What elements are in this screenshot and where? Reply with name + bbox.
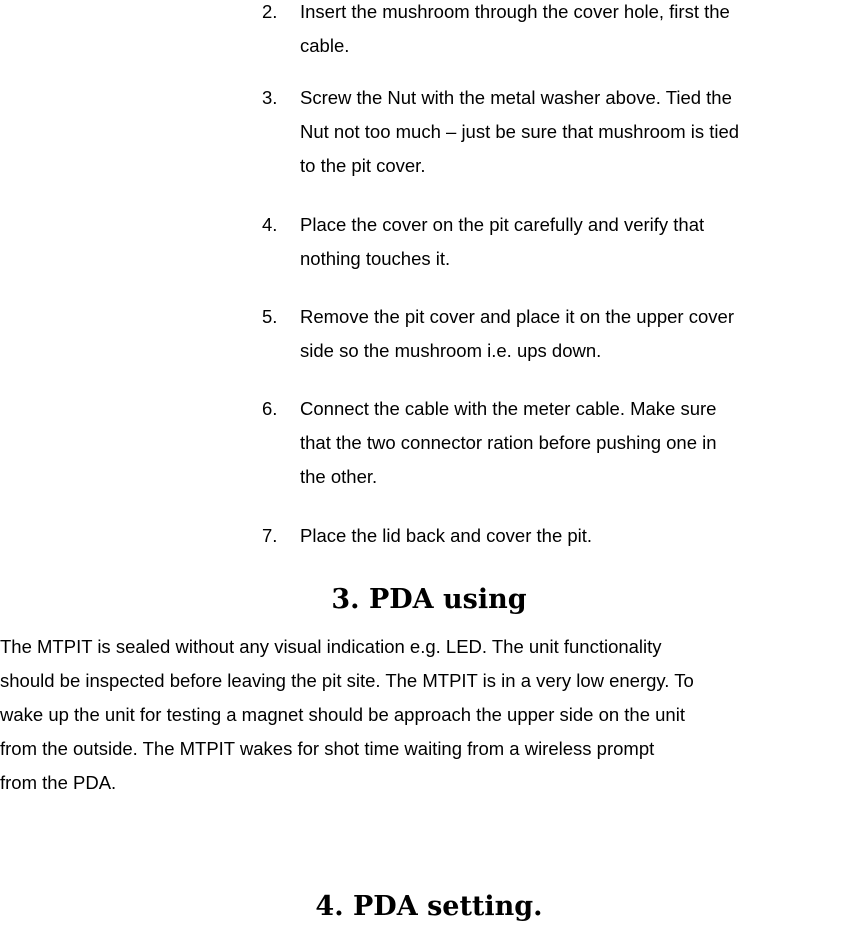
step-line: Insert the mushroom through the cover hole, first the — [300, 1, 730, 22]
step-text — [300, 519, 856, 553]
paragraph-line: from the PDA. — [0, 772, 117, 793]
step-text — [300, 208, 856, 276]
paragraph-line: should be inspected before leaving the pit site. The MTPIT is in a very low energy. To — [0, 670, 694, 691]
step-line: Place the lid back and cover the pit. — [300, 525, 593, 546]
section-heading: 4. PDA setting. — [315, 891, 543, 922]
paragraph-line: wake up the unit for testing a magnet should be approach the upper side on the unit — [0, 704, 685, 725]
step-number: 6. — [262, 398, 278, 419]
step-text — [300, 81, 856, 183]
list-item — [262, 392, 858, 494]
paragraph-line: The MTPIT is sealed without any visual indication e.g. LED. The unit functionality — [0, 636, 662, 657]
step-line: Remove the pit cover and place it on the upper cover — [300, 306, 734, 327]
step-line: Place the cover on the pit carefully and verify that — [300, 214, 705, 235]
list-item — [262, 81, 858, 183]
list-item — [262, 519, 858, 553]
step-text — [300, 0, 856, 63]
step-number: 2. — [262, 1, 278, 22]
list-item — [262, 208, 858, 276]
step-line: cable. — [300, 35, 350, 56]
paragraph-line: from the outside. The MTPIT wakes for shot time waiting from a wireless prompt — [0, 738, 655, 759]
body-paragraph — [0, 630, 858, 800]
step-line: Screw the Nut with the metal washer above. Tied the — [300, 87, 732, 108]
step-line: nothing touches it. — [300, 248, 451, 269]
step-line: Nut not too much – just be sure that mushroom is tied — [300, 121, 740, 142]
step-line: that the two connector ration before pushing one in — [300, 432, 717, 453]
step-number: 5. — [262, 306, 278, 327]
step-line: to the pit cover. — [300, 155, 426, 176]
section-heading: 3. PDA using — [331, 584, 527, 615]
step-number: 7. — [262, 525, 278, 546]
step-text — [300, 392, 856, 494]
step-line: side so the mushroom i.e. ups down. — [300, 340, 602, 361]
step-number: 3. — [262, 87, 278, 108]
step-text — [300, 300, 856, 368]
list-item — [262, 300, 858, 368]
step-line: Connect the cable with the meter cable. Make sure — [300, 398, 717, 419]
step-line: the other. — [300, 466, 378, 487]
step-number: 4. — [262, 214, 278, 235]
list-item — [262, 0, 858, 63]
